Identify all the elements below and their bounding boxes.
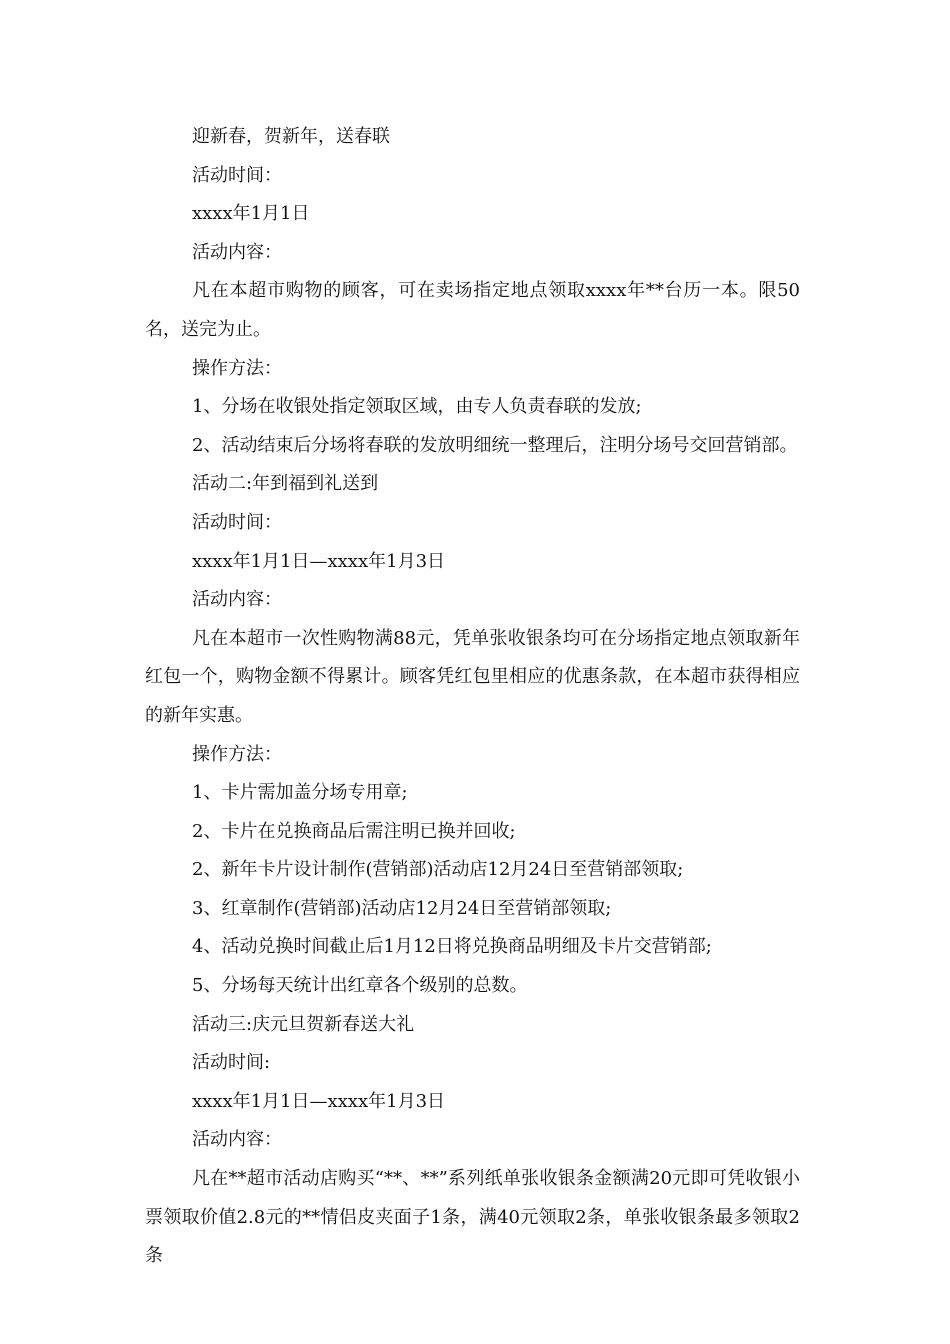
label-operation-method: 操作方法： <box>192 743 282 765</box>
label-activity-content: 活动内容： <box>192 241 282 263</box>
operation-step: 2、卡片在兑换商品后需注明已换并回收; <box>192 820 516 842</box>
activity-date: xxxx年1月1日—xxxx年1月3日 <box>192 1090 446 1112</box>
activity-date: xxxx年1月1日—xxxx年1月3日 <box>192 550 446 572</box>
operation-step: 1、分场在收银处指定领取区域，由专人负责春联的发放; <box>192 396 642 418</box>
operation-step: 1、卡片需加盖分场专用章; <box>192 782 408 804</box>
label-operation-method: 操作方法： <box>192 357 282 379</box>
label-activity-time: 活动时间: <box>192 1052 271 1074</box>
operation-step: 4、活动兑换时间截止后1月12日将兑换商品明细及卡片交营销部; <box>192 936 712 958</box>
heading-activity-two: 活动二:年到福到礼送到 <box>192 473 379 495</box>
activity-description: 凡在**超市活动店购买“**、**”系列纸单张收银条金额满20元即可凭收银小票领取价值2.8元的**情侣皮夹面子1条，满40元领取2条，单张收银条最多领取2条 <box>145 1168 800 1267</box>
heading-activity-three: 活动三:庆元旦贺新春送大礼 <box>192 1013 415 1035</box>
label-activity-time: 活动时间： <box>192 511 282 533</box>
label-activity-time: 活动时间： <box>192 164 282 186</box>
document-body <box>145 118 800 1276</box>
activity-date: xxxx年1月1日 <box>192 203 310 225</box>
operation-step: 2、新年卡片设计制作(营销部)活动店12月24日至营销部领取; <box>192 859 684 881</box>
operation-step: 3、红章制作(营销部)活动店12月24日至营销部领取; <box>192 897 612 919</box>
heading-activity-one: 迎新春，贺新年，送春联 <box>192 126 390 147</box>
operation-step: 2、活动结束后分场将春联的发放明细统一整理后，注明分场号交回营销部。 <box>192 434 798 456</box>
operation-step: 5、分场每天统计出红章各个级别的总数。 <box>192 975 528 997</box>
label-activity-content: 活动内容： <box>192 1129 282 1151</box>
activity-description: 凡在本超市购物的顾客，可在卖场指定地点领取xxxx年**台历一本。限50名，送完为止。 <box>145 280 800 340</box>
label-activity-content: 活动内容： <box>192 589 282 611</box>
activity-description: 凡在本超市一次性购物满88元，凭单张收银条均可在分场指定地点领取新年红包一个，购物金额不得累计。顾客凭红包里相应的优惠条款，在本超市获得相应的新年实惠。 <box>145 627 800 726</box>
